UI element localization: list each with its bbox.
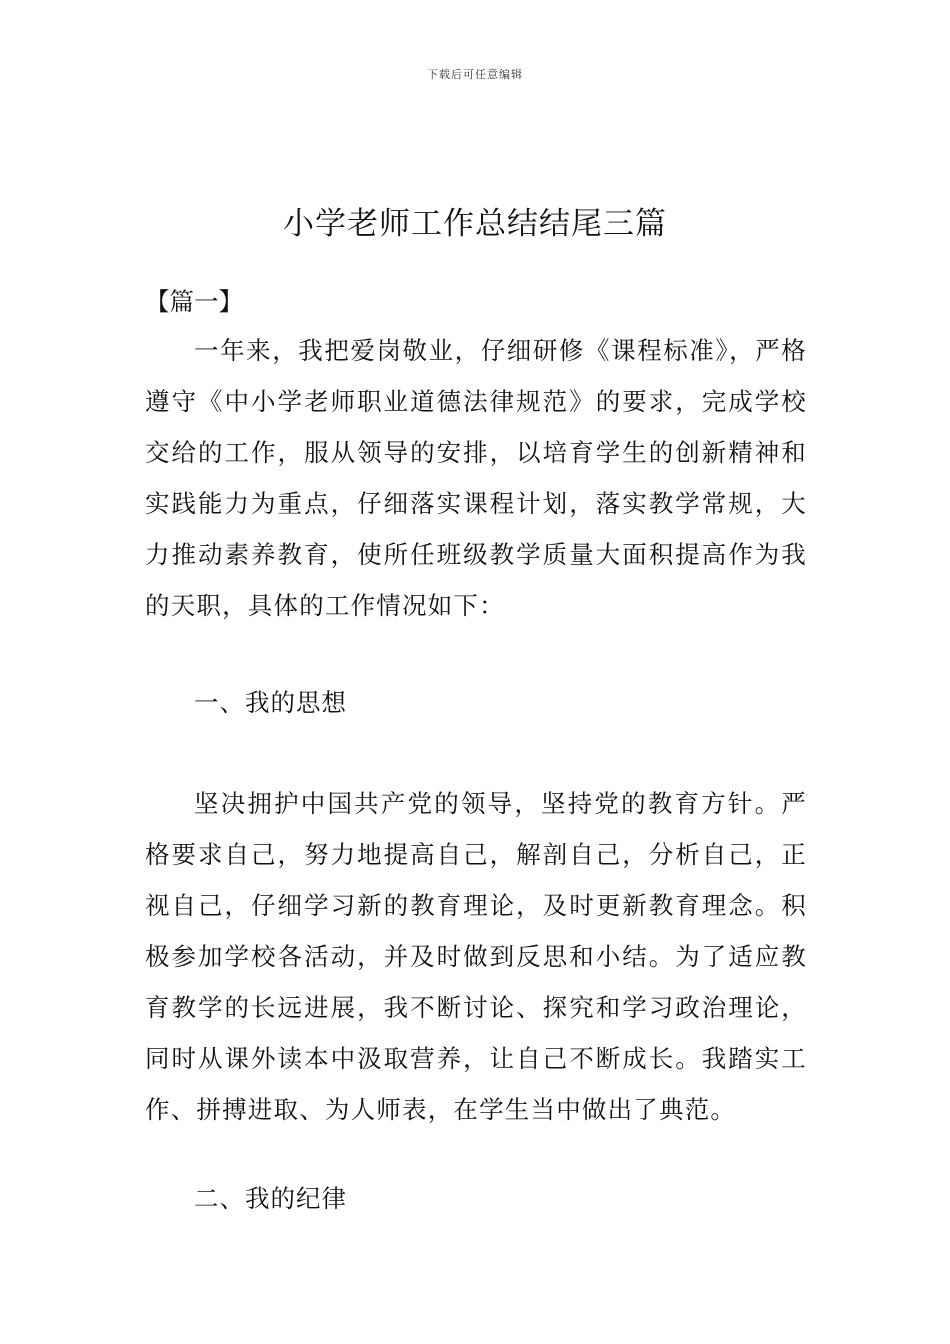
document-body	[145, 276, 807, 1224]
paragraph-spacer	[145, 631, 807, 677]
header-note: 下载后可任意编辑	[427, 68, 523, 81]
paragraph-spacer	[145, 1135, 807, 1173]
section-tag: 【篇一】	[145, 287, 243, 316]
section-heading-thought: 一、我的思想	[194, 688, 347, 717]
document-title: 小学老师工作总结结尾三篇	[283, 205, 667, 242]
section-heading-discipline: 二、我的纪律	[194, 1184, 347, 1213]
intro-paragraph: 一年来，我把爱岗敬业，仔细研修《课程标准》，严格遵守《中小学老师职业道德法律规范》的要求，完成学校交给的工作，服从领导的安排，以培育学生的创新精神和实践能力为重点，仔细落实课程计划，落实教学常规，大力推动素养教育，使所任班级教学质量大面积提高作为我的天职，具体的工作情况如下：	[145, 336, 807, 620]
paragraph-spacer	[145, 728, 807, 778]
section-body-thought: 坚决拥护中国共产党的领导，坚持党的教育方针。严格要求自己，努力地提高自己，解剖自己，分析自己，正视自己，仔细学习新的教育理论，及时更新教育理念。积极参加学校各活动，并及时做到反思和小结。为了适应教育教学的长远进展，我不断讨论、探究和学习政治理论，同时从课外读本中汲取营养，让自己不断成长。我踏实工作、拼搏进取、为人师表，在学生当中做出了典范。	[145, 789, 807, 1124]
